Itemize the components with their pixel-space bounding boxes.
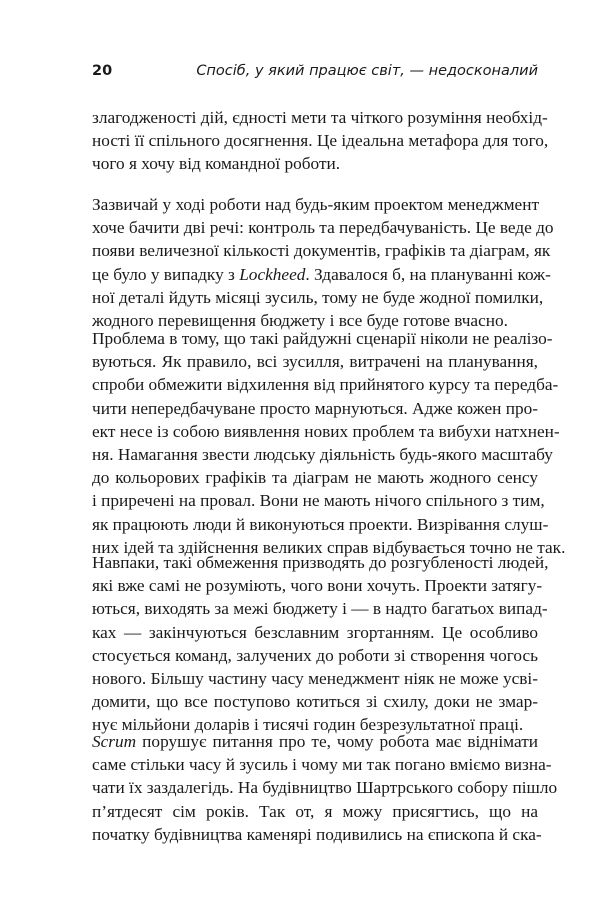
text-line: Зазвичай у ході роботи над будь-яким проектом менеджмент <box>92 195 539 214</box>
text-line: до кольорових графіків та діаграм не мають жодного сенсу <box>92 468 538 488</box>
text-line: вуються. Як правило, всі зусилля, витрачені на планування, <box>92 352 538 372</box>
paragraph-4 <box>92 551 549 737</box>
text-line: які вже самі не розуміють, чого вони хочуть. Проекти затягу- <box>92 576 543 596</box>
running-header <box>92 63 538 85</box>
text-line: жодного перевищення бюджету і все буде готове вчасно. <box>92 311 508 331</box>
text-line: ках — закінчуються безславним згортанням. Це особливо <box>92 622 538 642</box>
text-line: і приречені на провал. Вони не мають нічого спільного з тим, <box>92 491 545 511</box>
text-line: початку будівництва каменярі подивились на єпископа й ска- <box>92 824 542 844</box>
text-line: Навпаки, такі обмеження призводять до розгубленості людей, <box>92 553 549 572</box>
text-line: злагодженості дій, єдності мети та чіткого розуміння необхід- <box>92 108 548 127</box>
paragraph-1 <box>92 106 549 176</box>
method-name: Scrum <box>92 732 137 751</box>
text-segment: це було у випадку з <box>92 264 240 284</box>
text-line: стосується команд, залучених до роботи зі створення чогось <box>92 645 538 665</box>
paragraph-2 <box>92 193 554 332</box>
text-line-mixed <box>92 730 538 753</box>
company-name: Lockheed <box>239 264 306 284</box>
text-line: чого я хочу від командної роботи. <box>92 154 341 174</box>
text-line: нує мільйони доларів і тисячі годин безрезультатної праці. <box>92 715 524 735</box>
text-segment: порушує питання про те, чому робота має віднімати <box>136 732 538 751</box>
text-line: саме стільки часу й зусиль і чому ми так погано вміємо визна- <box>92 755 552 775</box>
text-line: п’ятдесят сім років. Так от, я можу присягтись, що на <box>92 801 538 821</box>
text-line: Проблема в тому, що такі райдужні сценарії ніколи не реалізо- <box>92 329 553 348</box>
paragraph-5 <box>92 730 558 846</box>
text-line: чати їх заздалегідь. На будівництво Шартрського собору пішло <box>92 778 558 798</box>
text-line: ект несе із собою виявлення нових проблем та вибухи натхнен- <box>92 421 560 441</box>
running-title: Спосіб, у який працює світ, — недосконалий <box>196 63 538 79</box>
text-line: них ідей та здійснення великих справ відбувається точно не так. <box>92 537 566 557</box>
text-line: ються, виходять за межі бюджету і — в надто багатьох випад- <box>92 599 548 619</box>
text-line: як працюють люди й виконуються проекти. Визрівання слуш- <box>92 514 549 534</box>
paragraph-3 <box>92 327 566 559</box>
text-line: нового. Більшу частину часу менеджмент ніяк не може усві- <box>92 669 538 689</box>
text-line: домити, що все поступово котиться зі схилу, доки не змар- <box>92 692 538 712</box>
text-line-mixed <box>92 263 551 286</box>
text-line: чити непередбачуване просто марнуються. Адже кожен про- <box>92 398 538 418</box>
text-segment: . Здавалося б, на плануванні кож- <box>305 264 551 284</box>
text-line: появи величезної кількості документів, графіків та діаграм, як <box>92 241 551 261</box>
text-line: ності її спільного досягнення. Це ідеальна метафора для того, <box>92 131 549 151</box>
text-line: хоче бачити дві речі: контроль та передбачуваність. Це веде до <box>92 218 554 238</box>
text-line: ня. Намагання звести людську діяльність будь-якого масштабу <box>92 445 553 465</box>
text-line: спроби обмежити відхилення від прийнятого курсу та передба- <box>92 375 559 395</box>
page-number: 20 <box>92 63 113 79</box>
text-line: ної деталі йдуть місяці зусиль, тому не буде жодної помилки, <box>92 287 544 307</box>
